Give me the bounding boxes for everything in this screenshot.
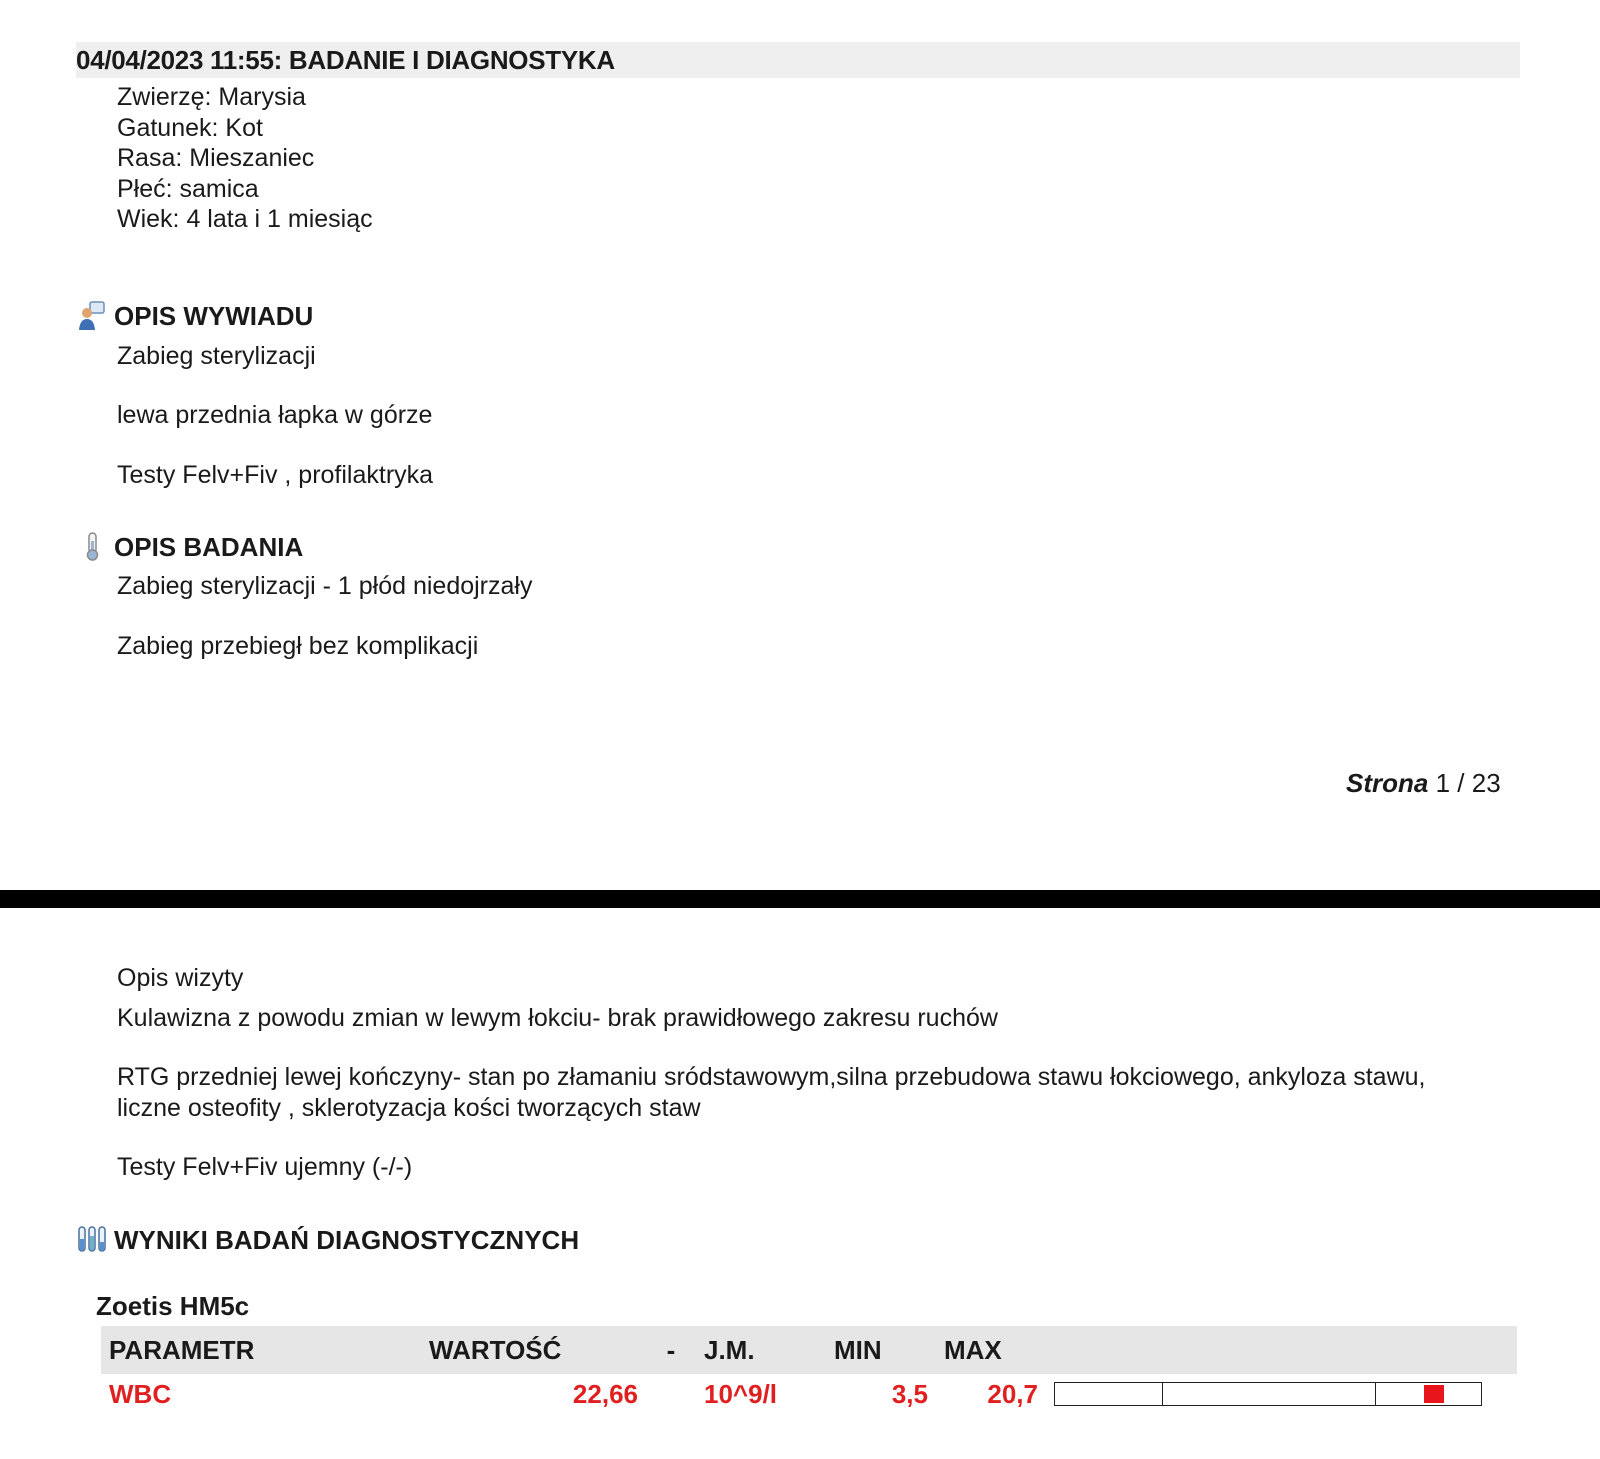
patient-sex: Płeć: samica xyxy=(117,174,259,203)
interview-line-1: Zabieg sterylizacji xyxy=(117,342,316,370)
page-counter-current: 1 xyxy=(1435,768,1451,798)
col-max: MAX xyxy=(936,1326,1046,1374)
row-min: 3,5 xyxy=(891,1378,928,1409)
value-marker xyxy=(1424,1385,1444,1403)
row-range-cell xyxy=(1046,1374,1517,1414)
interview-line-3: Testy Felv+Fiv , profilaktryka xyxy=(117,461,434,489)
visit-header: 04/04/2023 11:55: BADANIE I DIAGNOSTYKA xyxy=(76,42,1520,78)
range-min-tick xyxy=(1162,1383,1164,1405)
range-max-tick xyxy=(1375,1383,1377,1405)
row-parameter: WBC xyxy=(109,1378,172,1409)
visit-line-3: Testy Felv+Fiv ujemny (-/-) xyxy=(117,1153,413,1181)
interview-title: OPIS WYWIADU xyxy=(114,300,314,331)
col-min: MIN xyxy=(826,1326,936,1374)
visit-line-1: Kulawizna z powodu zmian w lewym łokciu- brak prawidłowego zakresu ruchów xyxy=(117,1004,998,1032)
interview-section-title xyxy=(76,300,313,332)
visit-description-title: Opis wizyty xyxy=(117,964,244,992)
exam-line-2: Zabieg przebiegł bez komplikacji xyxy=(117,632,479,660)
results-title: WYNIKI BADAŃ DIAGNOSTYCZNYCH xyxy=(114,1224,580,1255)
col-range-chart xyxy=(1046,1326,1517,1374)
row-value: 22,66 xyxy=(572,1378,638,1409)
col-unit: J.M. xyxy=(696,1326,826,1374)
col-parameter: PARAMETR xyxy=(101,1326,421,1374)
row-max: 20,7 xyxy=(987,1378,1038,1409)
page-counter xyxy=(1346,768,1501,799)
col-value: WARTOŚĆ xyxy=(421,1326,646,1374)
row-flag xyxy=(646,1374,696,1414)
exam-title: OPIS BADANIA xyxy=(114,531,304,562)
exam-line-1: Zabieg sterylizacji - 1 płód niedojrzały xyxy=(117,572,533,600)
interview-line-2: lewa przednia łapka w górze xyxy=(117,401,433,429)
results-header-row xyxy=(101,1326,1517,1374)
page-divider xyxy=(0,890,1600,908)
exam-section-title xyxy=(76,531,303,563)
row-unit: 10^9/l xyxy=(704,1378,778,1409)
visit-line-2: RTG przedniej lewej kończyny- stan po złamaniu sródstawowym,silna przebudowa stawu łokciowego, ankyloza stawu, liczne osteofity , sklerotyzacja kości tworzących staw xyxy=(117,1063,1426,1122)
device-name: Zoetis HM5c xyxy=(96,1291,250,1321)
patient-breed: Rasa: Mieszaniec xyxy=(117,144,315,172)
page-counter-total: / 23 xyxy=(1457,768,1501,798)
col-flag: - xyxy=(646,1326,696,1374)
range-bar xyxy=(1054,1382,1482,1406)
patient-animal: Zwierzę: Marysia xyxy=(117,83,306,111)
table-row xyxy=(101,1374,1517,1414)
interview-icon xyxy=(76,300,108,332)
patient-species: Gatunek: Kot xyxy=(117,113,263,142)
patient-age: Wiek: 4 lata i 1 miesiąc xyxy=(117,205,373,233)
report-page-2 xyxy=(0,908,1600,1459)
patient-info xyxy=(117,82,373,235)
thermometer-icon xyxy=(76,531,108,563)
results-section-title xyxy=(76,1224,579,1256)
results-table xyxy=(101,1326,1517,1414)
test-tubes-icon xyxy=(76,1224,108,1256)
page-counter-label: Strona xyxy=(1346,768,1429,798)
